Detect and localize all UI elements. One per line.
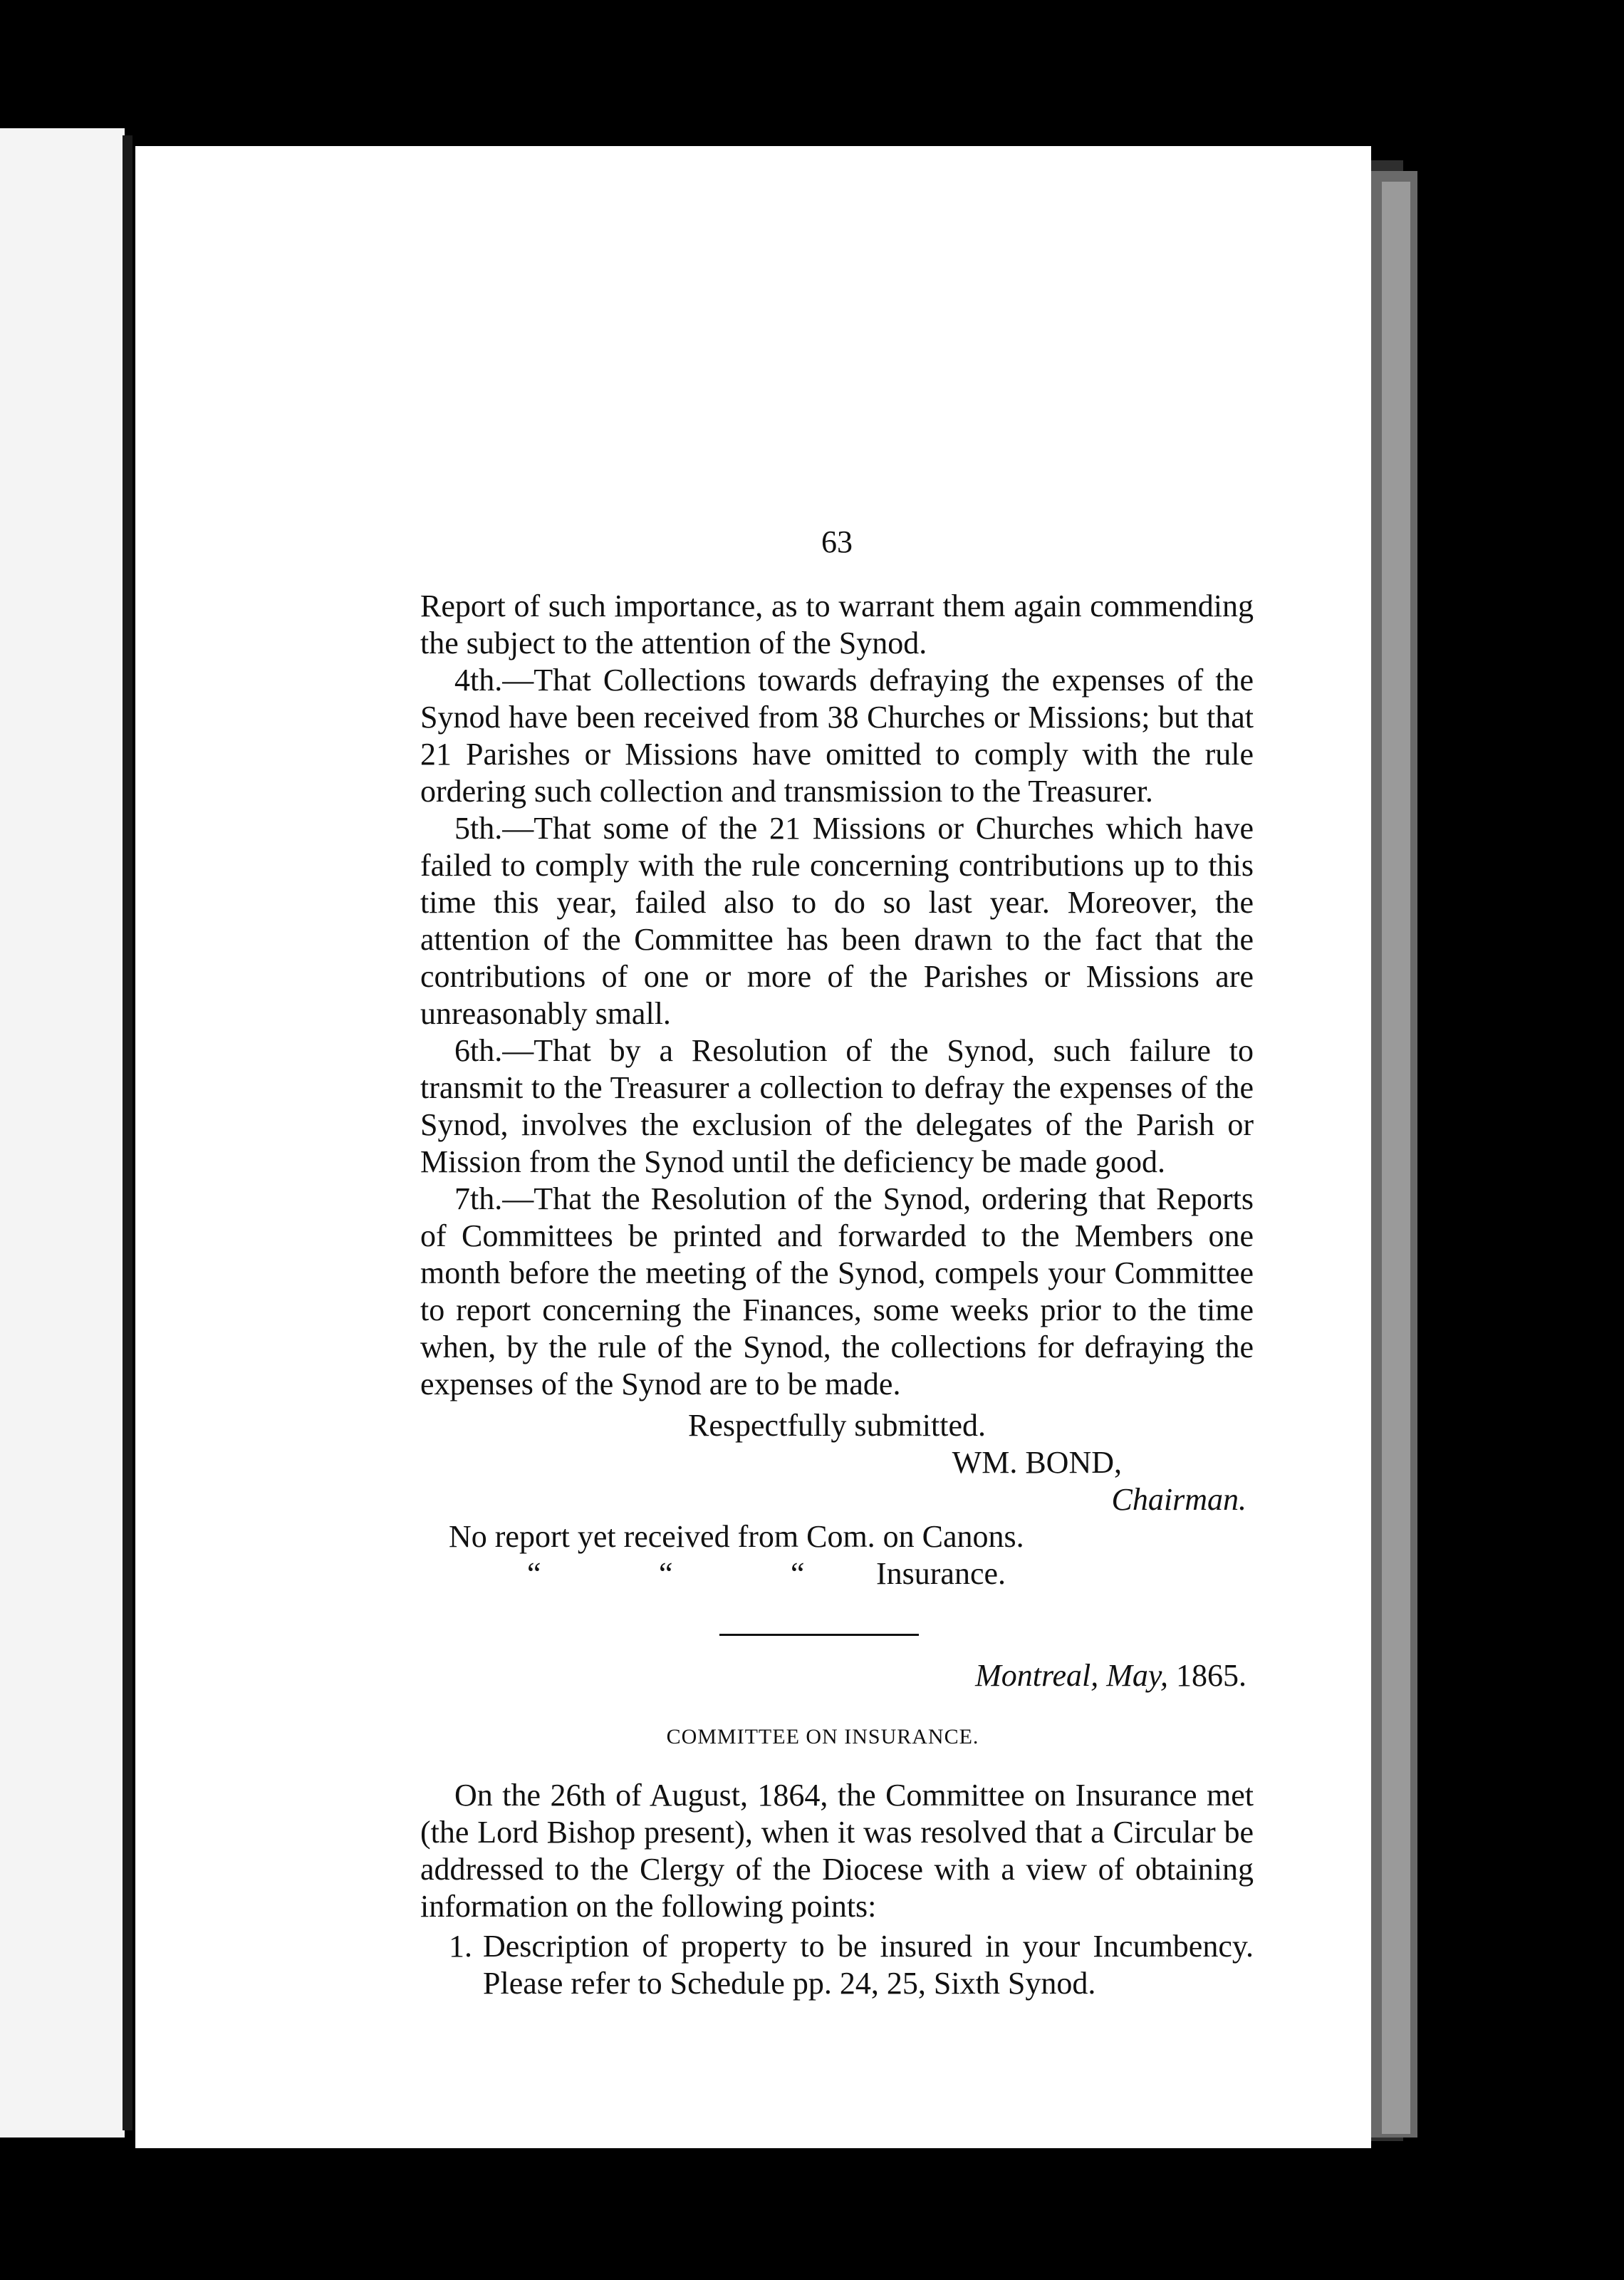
page-content	[420, 524, 1254, 2002]
facing-page-edge	[123, 135, 132, 2130]
list-item-text: Description of property to be insured in your Incumbency. Please refer to Schedule pp. 24, 25, Sixth Synod.	[483, 1929, 1254, 2001]
dateline-month: May,	[1106, 1658, 1168, 1693]
paragraph-4th: 4th.—That Collections towards defraying the expenses of the Synod have been received from 38 Churches or Missions; but that 21 Parishes or Missions have omitted to comply with the rule ordering such collection and transmission to the Treasurer.	[420, 663, 1254, 809]
paragraph-continuation: Report of such importance, as to warrant them again commending the subject to the attention of the Synod.	[420, 589, 1254, 660]
insurance-intro: On the 26th of August, 1864, the Committee on Insurance met (the Lord Bishop present), when it was resolved that a Circular be addressed to the Clergy of the Diocese with a view of obtaining information on the following points:	[420, 1778, 1254, 1924]
paragraph-7th: 7th.—That the Resolution of the Synod, ordering that Reports of Committees be printed and forwarded to the Members one month before the meeting of the Synod, compels your Committee to report concerning the Finances, some weeks prior to the time when, by the rule of the Synod, the collections for defraying the expenses of the Synod are to be made.	[420, 1181, 1254, 1401]
section-title: COMMITTEE ON INSURANCE.	[666, 1725, 979, 1748]
note-insurance	[420, 1555, 1254, 1592]
signature-title: Chairman.	[1111, 1482, 1246, 1517]
ditto-mark: “	[791, 1556, 805, 1591]
paragraph-5th: 5th.—That some of the 21 Missions or Churches which have failed to comply with the rule concerning contributions up to this time this year, failed also to do so last year. Moreover, the attention of the Committee has been drawn to the fact that the contributions of one or more of the Parishes or Missions are unreasonably small.	[420, 811, 1254, 1031]
paragraph-6th: 6th.—That by a Resolution of the Synod, such failure to transmit to the Treasurer a collection to defray the expenses of the Synod, involves the exclusion of the delegates of the Parish or Mission from the Synod until the deficiency be made good.	[420, 1033, 1254, 1179]
ditto-mark: “	[659, 1556, 673, 1591]
list-item-number: 1.	[449, 1929, 472, 1964]
closing-line: Respectfully submitted.	[688, 1408, 986, 1443]
ditto-mark: “	[527, 1556, 541, 1591]
note-canons: No report yet received from Com. on Canons.	[449, 1519, 1024, 1554]
document-page	[135, 146, 1371, 2148]
section-divider	[719, 1634, 919, 1636]
list-item	[420, 1928, 1254, 2002]
page-stack-edge	[1382, 182, 1410, 2134]
dateline	[420, 1657, 1254, 1694]
facing-page	[0, 128, 125, 2138]
dateline-year: 1865.	[1176, 1658, 1246, 1693]
page-number: 63	[821, 524, 853, 559]
signature-name: WM. BOND,	[952, 1445, 1122, 1480]
note-insurance-label: Insurance.	[876, 1556, 1006, 1591]
dateline-place: Montreal,	[975, 1658, 1099, 1693]
